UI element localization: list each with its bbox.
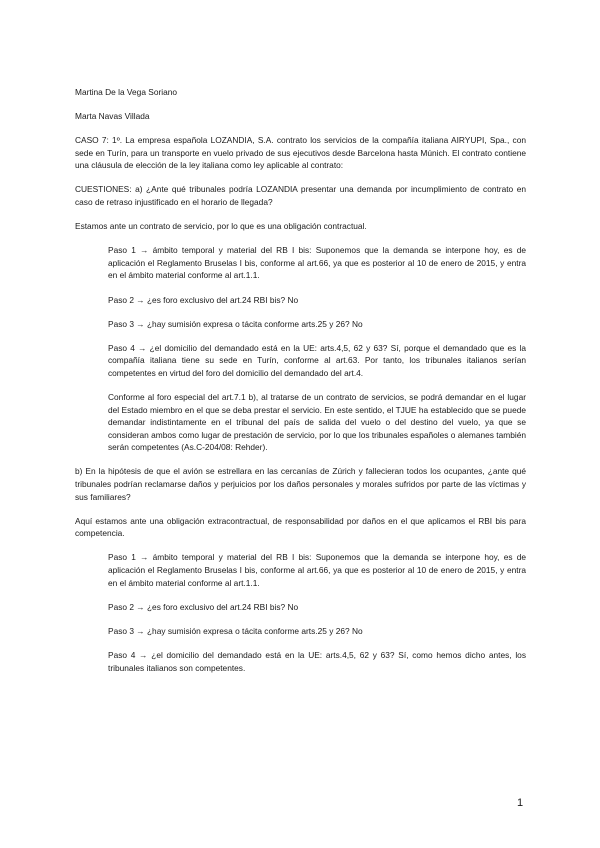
question-a-steps: [108, 244, 526, 454]
question-b-intro: Aquí estamos ante una obligación extracontractual, de responsabilidad por daños en el que aplicamos el RBI bis para competencia.: [75, 515, 526, 539]
question-b-step-4: Paso 4 → ¿el domicilio del demandado está en la UE: arts.4,5, 62 y 63? Sí, como hemos dicho antes, los tribunales italianos son competentes.: [108, 649, 526, 673]
question-b-steps: [108, 551, 526, 674]
question-a-special-forum: Conforme al foro especial del art.7.1 b), al tratarse de un contrato de servicios, se podrá demandar en el lugar del Estado miembro en el que se deba prestar el servicio. En este sentido, el TJUE ha establecido que se puede demandar indistintamente en el tribunal del país de salida del vuelo o del destino del vuelo, ya que se consideran ambos como lugar de prestación de servicio, por lo que los tribunales españoles o alemanes también serán competentes (As.C-204/08: Rehder).: [108, 392, 526, 453]
document-body: [75, 86, 526, 686]
author-name-1: Martina De la Vega Soriano: [75, 87, 178, 97]
question-b: b) En la hipótesis de que el avión se estrellara en las cercanías de Zúrich y fallecieran todos los ocupantes, ¿ante qué tribunales podrían reclamarse daños y perjuicios por los daños personales y morales sufridos por parte de las víctimas y sus familiares?: [75, 466, 526, 502]
question-a-step-2: Paso 2 → ¿es foro exclusivo del art.24 RBI bis? No: [108, 294, 299, 305]
page-number: 1: [517, 797, 524, 809]
question-b-step-2: Paso 2 → ¿es foro exclusivo del art.24 RBI bis? No: [108, 601, 299, 612]
question-a-intro: Estamos ante un contrato de servicio, por lo que es una obligación contractual.: [75, 221, 367, 232]
case-statement: CASO 7: 1º. La empresa española LOZANDIA, S.A. contrato los servicios de la compañía italiana AIRYUPI, Spa., con sede en Turín, para un transporte en vuelo privado de sus ejecutivos desde Barcelona hasta Múnich. El contrato contiene una cláusula de elección de la ley italiana como ley aplicable al contrato:: [75, 135, 526, 171]
question-b-step-3: Paso 3 → ¿hay sumisión expresa o tácita conforme arts.25 y 26? No: [108, 625, 363, 636]
question-a-step-1: Paso 1 → ámbito temporal y material del RB I bis: Suponemos que la demanda se interpone hoy, es de aplicación el Reglamento Bruselas I bis, conforme al art.66, ya que es posterior al 10 de enero de 2015, y entra en el ámbito material conforme al art.1.1.: [108, 245, 526, 281]
question-a-step-3: Paso 3 → ¿hay sumisión expresa o tácita conforme arts.25 y 26? No: [108, 318, 363, 329]
author-name-2: Marta Navas Villada: [75, 111, 150, 122]
question-b-step-1: Paso 1 → ámbito temporal y material del RB I bis: Suponemos que la demanda se interpone hoy, es de aplicación el Reglamento Bruselas I bis, conforme al art.66, ya que es posterior al 10 de enero de 2015, y entra en el ámbito material conforme al art.1.1.: [108, 552, 526, 588]
question-a: CUESTIONES: a) ¿Ante qué tribunales podría LOZANDIA presentar una demanda por incumplimiento de contrato en caso de retraso injustificado en el horario de llegada?: [75, 184, 526, 208]
question-a-step-4: Paso 4 → ¿el domicilio del demandado está en la UE: arts.4,5, 62 y 63? Sí, porque el demandado que es la compañía italiana tiene su sede en Turín, conforme al art.63. Por tanto, los tribunales italianos serían competentes en virtud del foro del domicilio del demandado del art.4.: [108, 342, 526, 378]
